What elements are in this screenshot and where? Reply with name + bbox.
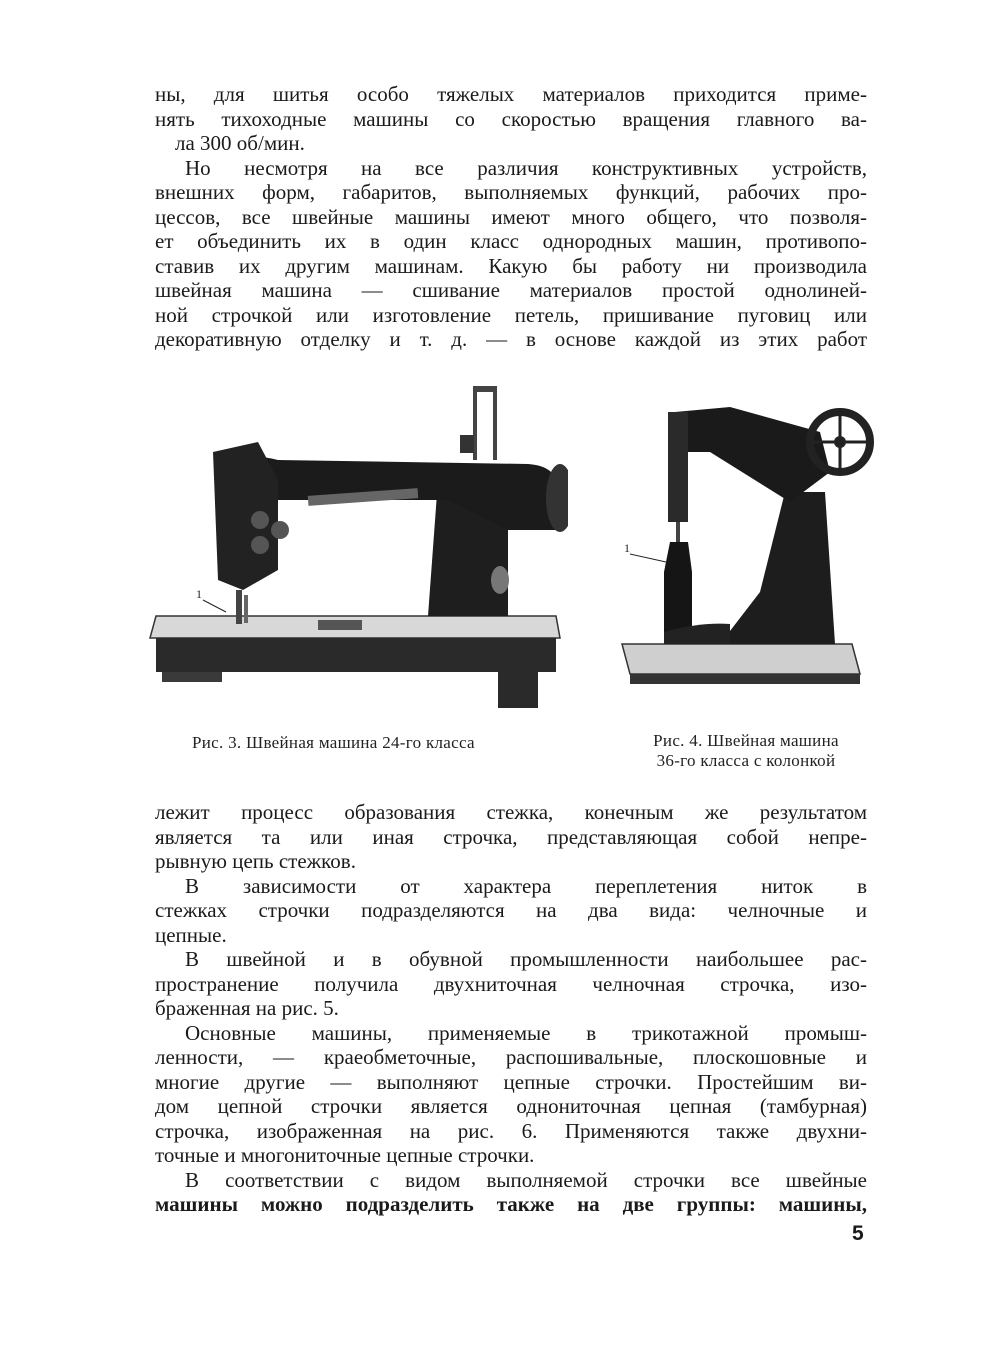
figure-4-caption-line: Рис. 4. Швейная машина <box>653 731 839 750</box>
text-line: ленности, — краеобметочные, распошивальные, плоскошовные и <box>155 1045 867 1069</box>
text-line: В соответствии с видом выполняемой строчки все швейные <box>185 1167 867 1192</box>
text-line: лежит процесс образования стежка, конечным же результатом <box>155 800 867 824</box>
text-line: точные и многониточные цепные строчки. <box>155 1143 535 1167</box>
text-line: В зависимости от характера переплетения ниток в <box>185 873 867 898</box>
figure-3-callout-label: 1 <box>196 587 202 601</box>
text-line: дом цепной строчки является однониточная цепная (тамбурная) <box>155 1094 867 1118</box>
top-paragraphs <box>155 82 867 352</box>
figure-4-sewing-machine-36-class <box>620 392 875 692</box>
text-line: Но несмотря на все различия конструктивных устройств, <box>185 155 867 180</box>
text-line: строчка, изображенная на рис. 6. Применяются также двухни- <box>155 1118 867 1143</box>
text-line: ет объединить их в один класс однородных машин, противопо- <box>155 229 867 253</box>
figure-3-sewing-machine-24-class <box>148 380 568 710</box>
text-line: ной строчкой или изготовление петель, пришивание пуговиц или <box>155 302 867 327</box>
text-line: ставив их другим машинам. Какую бы работу ни производила <box>155 253 867 278</box>
text-line: является та или иная строчка, представляющая собой непре- <box>155 824 867 849</box>
text-line: Основные машины, применяемые в трикотажной промыш- <box>185 1020 867 1045</box>
text-line: многие другие — выполняют цепные строчки. Простейшим ви- <box>155 1069 867 1094</box>
figure-3-caption: Рис. 3. Швейная машина 24-го класса <box>192 733 475 752</box>
text-line: браженная на рис. 5. <box>155 996 339 1020</box>
text-line: стежках строчки подразделяются на два вида: челночные и <box>155 898 867 922</box>
figure-4-caption <box>626 731 866 771</box>
page-number: 5 <box>852 1222 864 1245</box>
text-line: В швейной и в обувной промышленности наибольшее рас- <box>185 947 867 971</box>
bottom-paragraphs <box>155 800 867 1217</box>
text-line: цессов, все швейные машины имеют много общего, что позволя- <box>155 204 867 229</box>
text-line: декоративную отделку и т. д. — в основе каждой из этих работ <box>155 327 867 351</box>
text-line: рывную цепь стежков. <box>155 849 356 873</box>
figure-4-caption-line: 36-го класса с колонкой <box>656 751 836 770</box>
text-line: ны, для шитья особо тяжелых материалов приходится приме- <box>155 82 867 106</box>
figure-4-callout-label: 1 <box>624 541 630 555</box>
sewing-machine-24-illustration <box>148 380 568 710</box>
text-line: внешних форм, габаритов, выполняемых функций, рабочих про- <box>155 180 867 204</box>
text-line: цепные. <box>155 922 227 947</box>
text-line: ла 300 об/мин. <box>175 131 305 155</box>
text-line: пространение получила двухниточная челночная строчка, изо- <box>155 971 867 996</box>
text-line: нять тихоходные машины со скоростью вращения главного ва- <box>155 106 867 131</box>
text-line: швейная машина — сшивание материалов простой однолиней- <box>155 278 867 302</box>
text-line: машины можно подразделить также на две группы: машины, <box>155 1192 867 1216</box>
sewing-machine-36-illustration <box>620 392 875 692</box>
